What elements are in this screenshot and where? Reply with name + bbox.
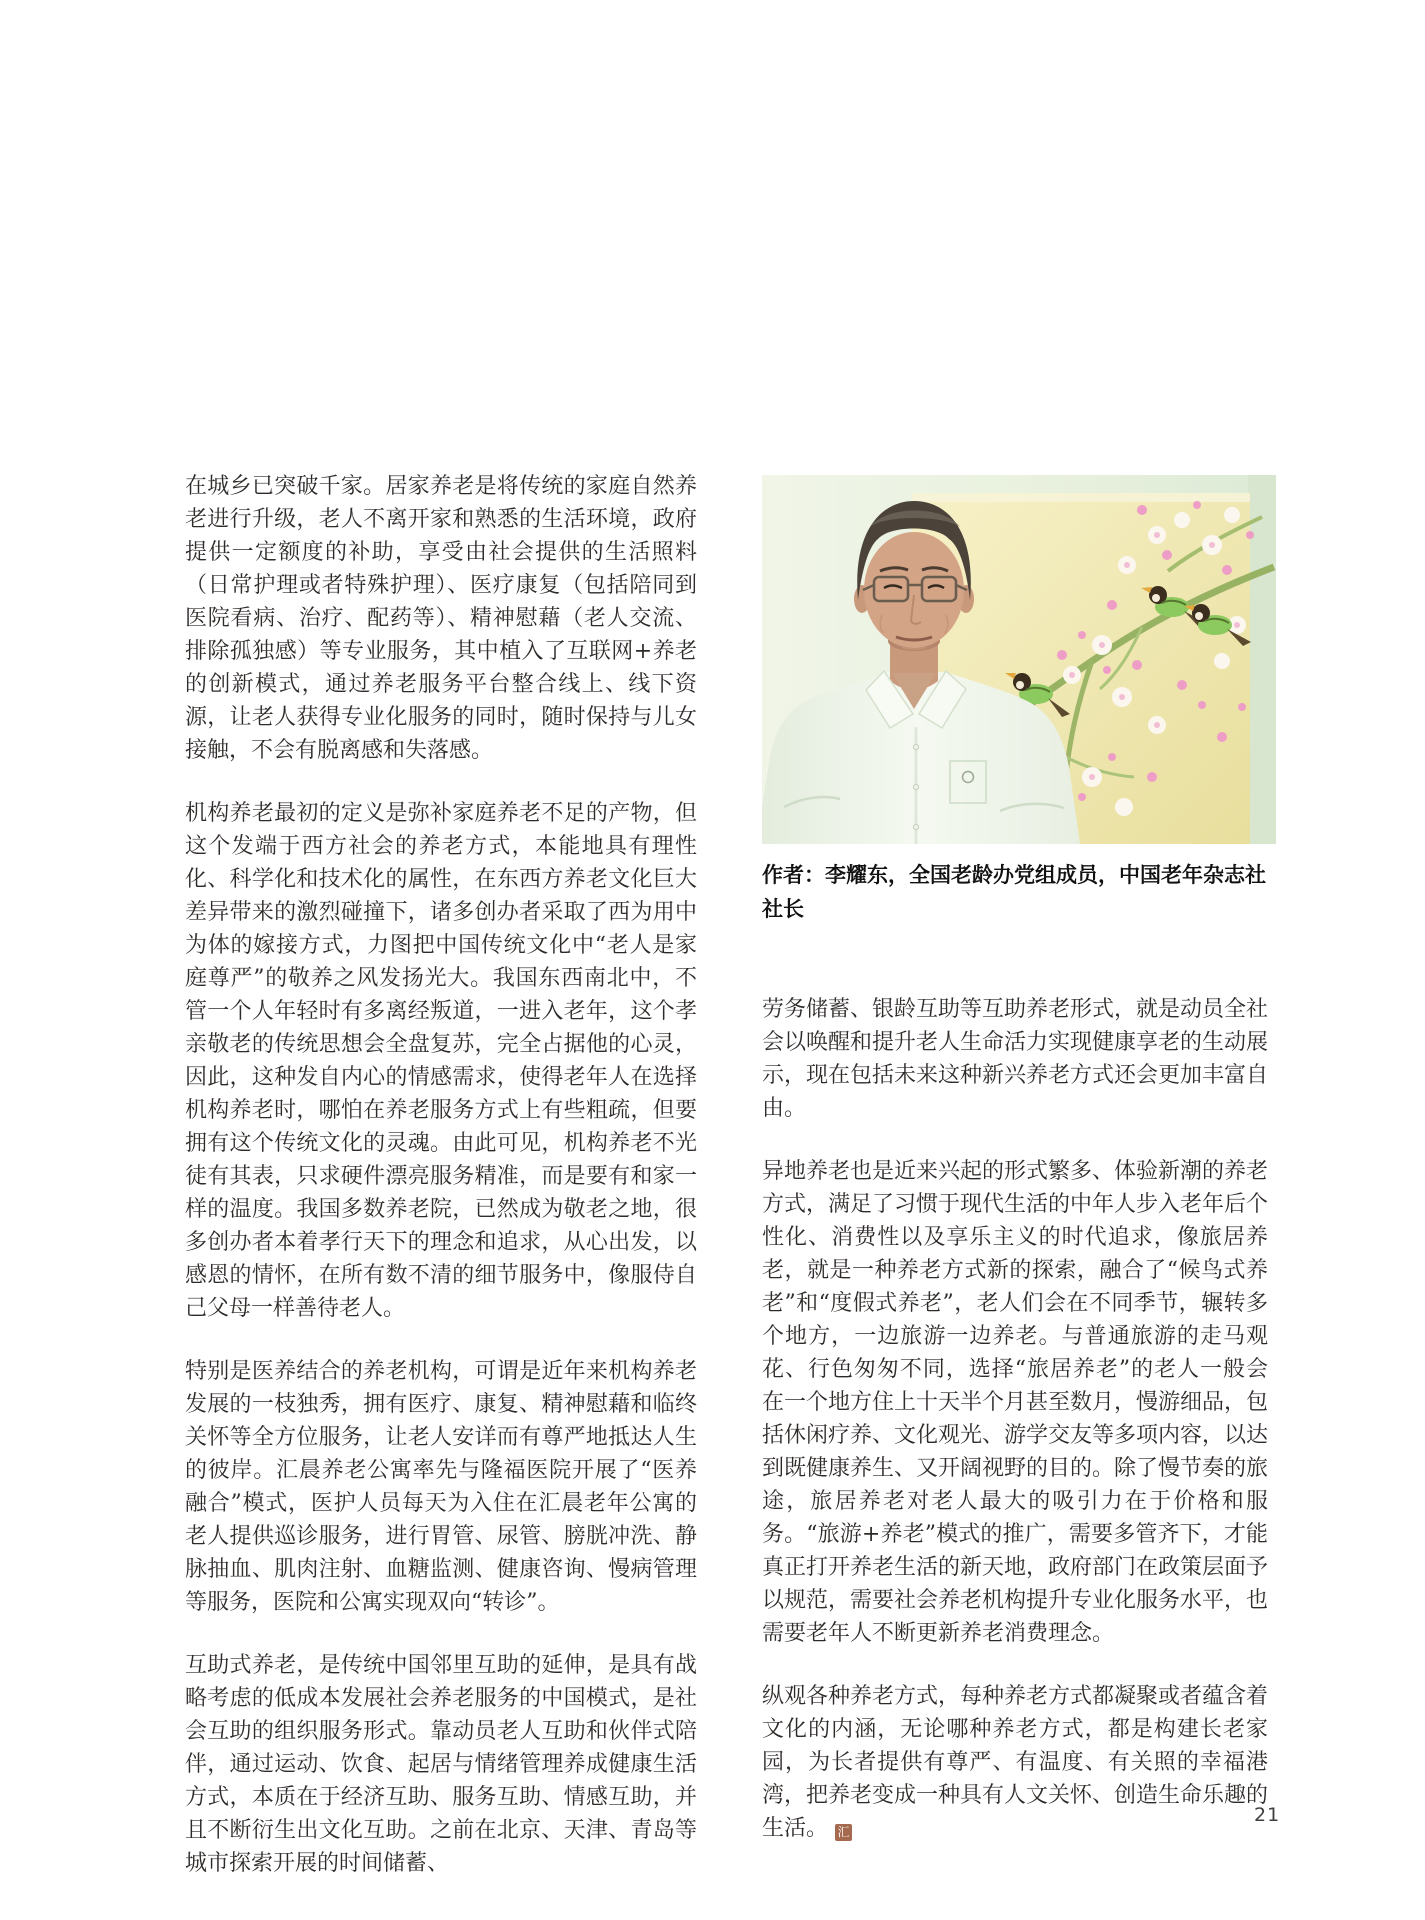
paragraph-text: 纵观各种养老方式，每种养老方式都凝聚或者蕴含着文化的内涵，无论哪种养老方式，都是构建长老家园，为长者提供有尊严、有温度、有关照的幸福港湾，把养老变成一种具有人文关怀、创造生命乐趣的生活。 (762, 1684, 1269, 1841)
paragraph: 特别是医养结合的养老机构，可谓是近年来机构养老发展的一枝独秀，拥有医疗、康复、精神慰藉和临终关怀等全方位服务，让老人安详而有尊严地抵达人生的彼岸。汇晨养老公寓率先与隆福医院开展了“医养融合”模式，医护人员每天为入住在汇晨老年公寓的老人提供巡诊服务，进行胃管、尿管、膀胱冲洗、静脉抽血、肌肉注射、血糖监测、健康咨询、慢病管理等服务，医院和公寓实现双向“转诊”。 (185, 1359, 697, 1615)
author-photo (762, 475, 1276, 844)
paragraph (762, 1680, 1268, 1845)
paragraph: 机构养老最初的定义是弥补家庭养老不足的产物，但这个发端于西方社会的养老方式，本能地具有理性化、科学化和技术化的属性，在东西方养老文化巨大差异带来的激烈碰撞下，诸多创办者采取了西为用中为体的嫁接方式，力图把中国传统文化中“老人是家庭尊严”的敬养之风发扬光大。我国东西南北中，不管一个人年轻时有多离经叛道，一进入老年，这个孝亲敬老的传统思想会全盘复苏，完全占据他的心灵，因此，这种发自内心的情感需求，使得老年人在选择机构养老时，哪怕在养老服务方式上有些粗疏，但要拥有这个传统文化的灵魂。由此可见，机构养老不光徒有其表，只求硬件漂亮服务精准，而是要有和家一样的温度。我国多数养老院，已然成为敬老之地，很多创办者本着孝行天下的理念和追求，从心出发，以感恩的情怀，在所有数不清的细节服务中，像服侍自己父母一样善待老人。 (185, 801, 697, 1321)
photo-caption: 作者：李耀东，全国老龄办党组成员，中国老年杂志社社长 (762, 863, 1266, 921)
face (864, 532, 964, 648)
paragraph: 劳务储蓄、银龄互助等互助养老形式，就是动员全社会以唤醒和提升老人生命活力实现健康享老的生动展示，现在包括未来这种新兴养老方式还会更加丰富自由。 (762, 997, 1269, 1121)
wall-edge-strip (1248, 475, 1276, 844)
right-text-column (762, 993, 1268, 1845)
paragraph: 异地养老也是近来兴起的形式繁多、体验新潮的养老方式，满足了习惯于现代生活的中年人步入老年后个性化、消费性以及享乐主义的时代追求，像旅居养老，就是一种养老方式新的探索，融合了“候鸟式养老”和“度假式养老”，老人们会在不同季节，辗转多个地方，一边旅游一边养老。与普通旅游的走马观花、行色匆匆不同，选择“旅居养老”的老人一般会在一个地方住上十天半个月甚至数月，慢游细品，包括休闲疗养、文化观光、游学交友等多项内容，以达到既健康养生、又开阔视野的目的。除了慢节奏的旅途，旅居养老对老人最大的吸引力在于价格和服务。“旅游+养老”模式的推广，需要多管齐下，才能真正打开养老生活的新天地，政府部门在政策层面予以规范，需要社会养老机构提升专业化服务水平，也需要老年人不断更新养老消费理念。 (762, 1159, 1269, 1646)
page-number: 21 (1254, 1804, 1281, 1826)
left-text-column (185, 470, 697, 1880)
paragraph: 互助式养老，是传统中国邻里互助的延伸，是具有战略考虑的低成本发展社会养老服务的中国模式，是社会互助的组织服务形式。靠动员老人互助和伙伴式陪伴，通过运动、饮食、起居与情绪管理养成健康生活方式，本质在于经济互助、服务互助、情感互助，并且不断衍生出文化互助。之前在北京、天津、青岛等城市探索开展的时间储蓄、 (185, 1653, 697, 1876)
paragraph: 在城乡已突破千家。居家养老是将传统的家庭自然养老进行升级，老人不离开家和熟悉的生活环境，政府提供一定额度的补助，享受由社会提供的生活照料（日常护理或者特殊护理）、医疗康复（包括陪同到医院看病、治疗、配药等）、精神慰藉（老人交流、排除孤独感）等专业服务，其中植入了互联网+养老的创新模式，通过养老服务平台整合线上、线下资源，让老人获得专业化服务的同时，随时保持与儿女接触，不会有脱离感和失落感。 (185, 474, 697, 763)
end-seal-icon: 汇 (835, 1824, 852, 1841)
author-photo-illustration (762, 475, 1276, 844)
